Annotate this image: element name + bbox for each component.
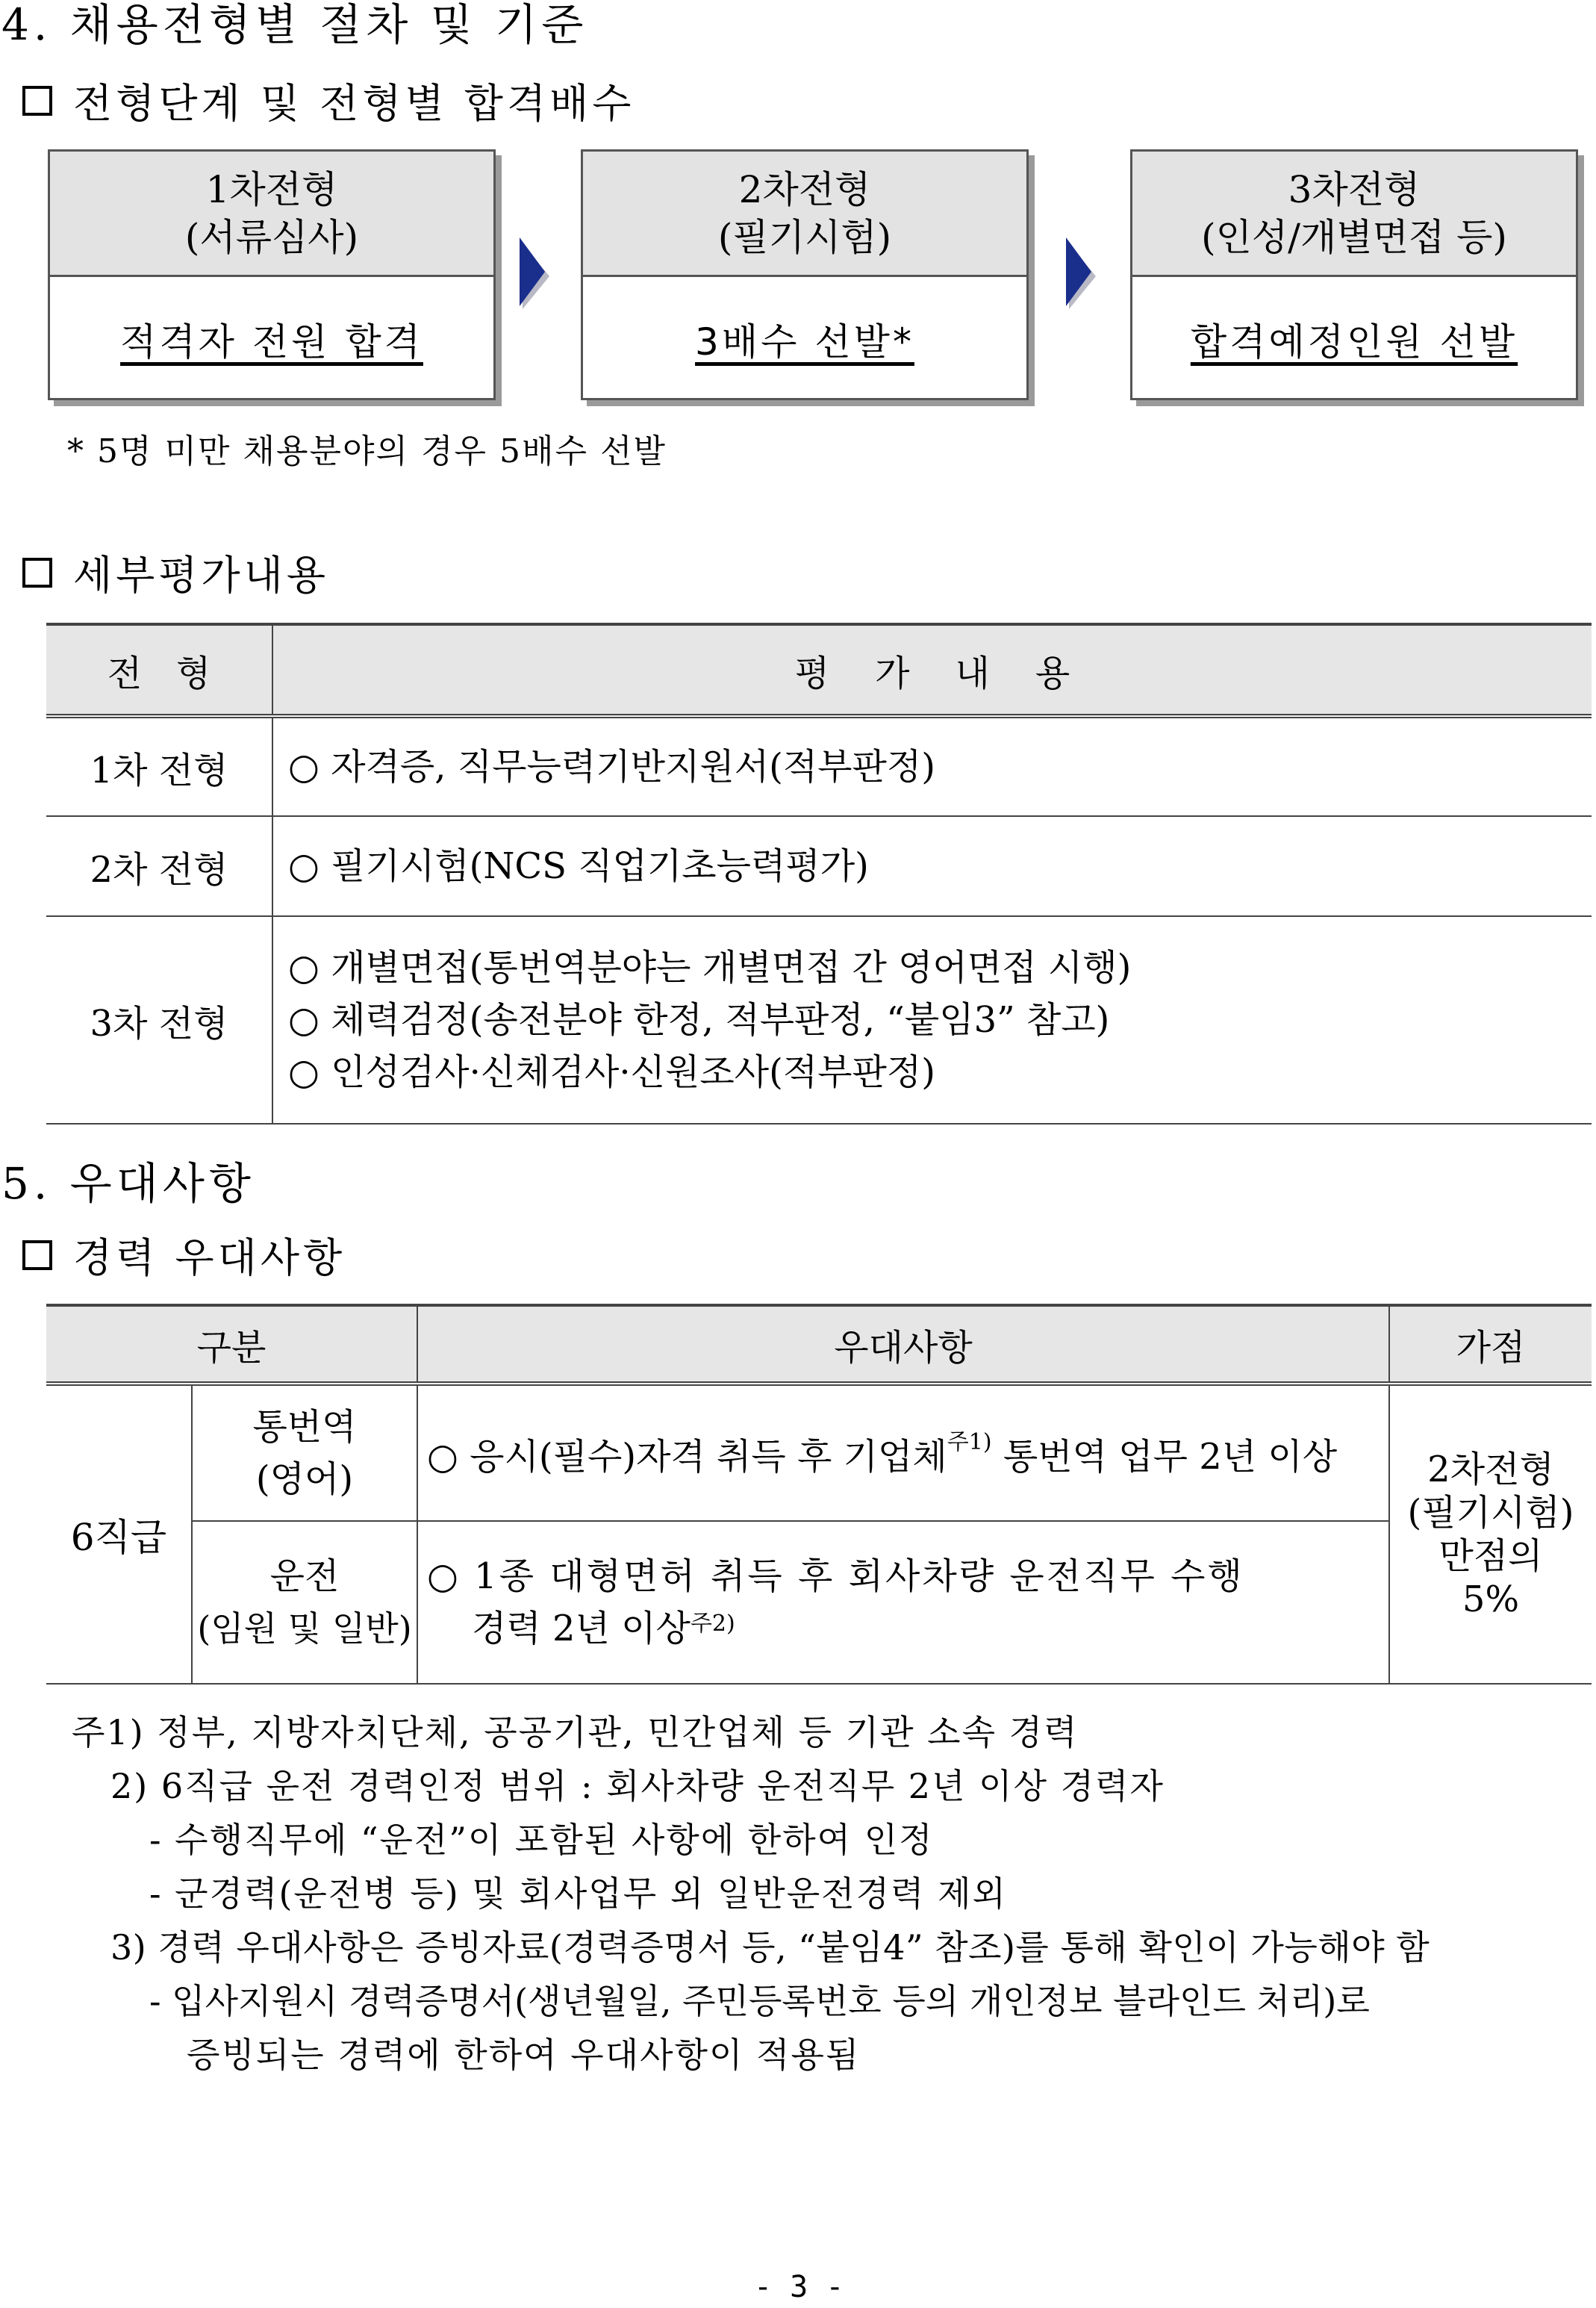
- footnote-2-item: - 군경력(운전병 등) 및 회사업무 외 일반운전경력 제외: [149, 1873, 1007, 1914]
- preference-text-line2: 경력 2년 이상: [472, 1608, 691, 1649]
- pref-header-category: 구분: [46, 1305, 417, 1384]
- section4-sub2-heading: [22, 544, 329, 601]
- preference-text-after: 통번역 업무 2년 이상: [991, 1435, 1338, 1478]
- grade-cell: 6직급: [46, 1384, 192, 1684]
- preference-text: ○ 응시(필수)자격 취득 후 기업체: [427, 1435, 947, 1478]
- eval-content-cell: [272, 716, 1592, 816]
- field-name: 통번역: [252, 1406, 357, 1448]
- table-row: [46, 1521, 1592, 1684]
- eval-item: ○ 인성검사·신체검사·신원조사(적부판정): [288, 1051, 935, 1093]
- field-sub: (임원 및 일반): [197, 1608, 412, 1649]
- footnote-2: 2) 6직급 운전 경력인정 범위 : 회사차량 운전직무 2년 이상 경력자: [110, 1766, 1165, 1806]
- stage-name: 1차전형: [205, 167, 338, 211]
- footnote-2-item: - 수행직무에 “운전”이 포함된 사항에 한하여 인정: [149, 1820, 934, 1860]
- section5-title: 5. 우대사항: [1, 1158, 255, 1209]
- eval-stage-cell: 1차 전형: [46, 716, 272, 816]
- bonus-line: 2차전형: [1427, 1449, 1554, 1490]
- stage-name: 2차전형: [738, 167, 871, 211]
- footnote-3: 3) 경력 우대사항은 증빙자료(경력증명서 등, “붙임4” 참조)를 통해 확인이 가능해야 함: [110, 1927, 1430, 1968]
- checkbox-square-icon: [22, 1240, 52, 1270]
- stage-result-3: 합격예정인원 선발: [1190, 320, 1518, 364]
- section5-sub1-heading: [22, 1226, 346, 1284]
- preference-table: [46, 1304, 1592, 1685]
- field-cell: [192, 1521, 417, 1684]
- field-name: 운전: [269, 1555, 340, 1597]
- eval-content-cell: [272, 916, 1592, 1124]
- field-cell: [192, 1384, 417, 1521]
- preference-cell: [417, 1521, 1389, 1684]
- footnote-3-item: - 입사지원시 경력증명서(생년월일, 주민등록번호 등의 개인정보 블라인드 처리)로: [149, 1981, 1370, 2021]
- stage-detail: (인성/개별면접 등): [1201, 215, 1507, 259]
- bonus-line: (필기시험): [1407, 1492, 1574, 1534]
- checkbox-square-icon: [22, 86, 52, 116]
- stage-detail: (서류심사): [184, 215, 359, 259]
- pref-table-header: [46, 1305, 1592, 1384]
- eval-header-content: 평 가 내 용: [272, 624, 1592, 716]
- eval-content-cell: [272, 816, 1592, 916]
- eval-item: ○ 자격증, 직무능력기반지원서(적부판정): [288, 746, 935, 788]
- stage-header-3: [1132, 152, 1576, 277]
- pref-header-bonus: 가점: [1389, 1305, 1592, 1384]
- stage-box-1: [48, 149, 496, 400]
- eval-table-header: [46, 624, 1592, 716]
- eval-stage-cell: 2차 전형: [46, 816, 272, 916]
- stage-result-2: 3배수 선발*: [695, 320, 914, 364]
- stage-box-2: [581, 149, 1029, 400]
- page-number: - 3 -: [754, 2270, 844, 2304]
- table-row: [46, 1384, 1592, 1521]
- table-row: [46, 716, 1592, 816]
- eval-item: ○ 체력검정(송전분야 한정, 적부판정, “붙임3” 참고): [288, 999, 1110, 1041]
- table-row: [46, 816, 1592, 916]
- footnote-ref: 주2): [690, 1611, 735, 1637]
- footnote-1: 주1) 정부, 지방자치단체, 공공기관, 민간업체 등 기관 소속 경력: [72, 1712, 1079, 1752]
- arrow-right-icon: [520, 231, 552, 321]
- section5-sub1-text: 경력 우대사항: [73, 1234, 346, 1281]
- bonus-line: 만점의: [1438, 1535, 1543, 1577]
- eval-item: ○ 개별면접(통번역분야는 개별면접 간 영어면접 시행): [288, 947, 1132, 989]
- checkbox-square-icon: [22, 558, 52, 588]
- preference-cell: [417, 1384, 1389, 1521]
- table-row: [46, 916, 1592, 1124]
- eval-table: [46, 623, 1592, 1125]
- section4-title: 4. 채용전형별 절차 및 기준: [1, 0, 588, 50]
- stage-header-2: [583, 152, 1026, 277]
- footnote-3-item-cont: 증빙되는 경력에 한하여 우대사항이 적용됨: [187, 2035, 861, 2075]
- section4-sub1-text: 전형단계 및 전형별 합격배수: [73, 80, 635, 127]
- eval-stage-cell: 3차 전형: [46, 916, 272, 1124]
- stage-name: 3차전형: [1288, 167, 1421, 211]
- field-sub: (영어): [255, 1458, 354, 1500]
- stage-detail: (필기시험): [717, 215, 892, 259]
- bonus-cell: [1389, 1384, 1592, 1684]
- section4-sub2-text: 세부평가내용: [73, 552, 329, 599]
- eval-header-stage: 전 형: [46, 624, 272, 716]
- footnote-ref: 주1): [947, 1428, 992, 1455]
- stage-header-1: [50, 152, 493, 277]
- section4-sub1-heading: [22, 72, 635, 129]
- eval-item: ○ 필기시험(NCS 직업기초능력평가): [288, 845, 869, 887]
- pref-header-preference: 우대사항: [417, 1305, 1389, 1384]
- arrow-right-icon: [1066, 231, 1099, 321]
- stage-box-3: [1130, 149, 1578, 400]
- preference-text: ○ 1종 대형면허 취득 후 회사차량 운전직무 수행: [427, 1555, 1244, 1597]
- stage-result-1: 적격자 전원 합격: [120, 320, 423, 364]
- stage-note: * 5명 미만 채용분야의 경우 5배수 선발: [67, 432, 667, 470]
- bonus-line: 5%: [1462, 1578, 1520, 1620]
